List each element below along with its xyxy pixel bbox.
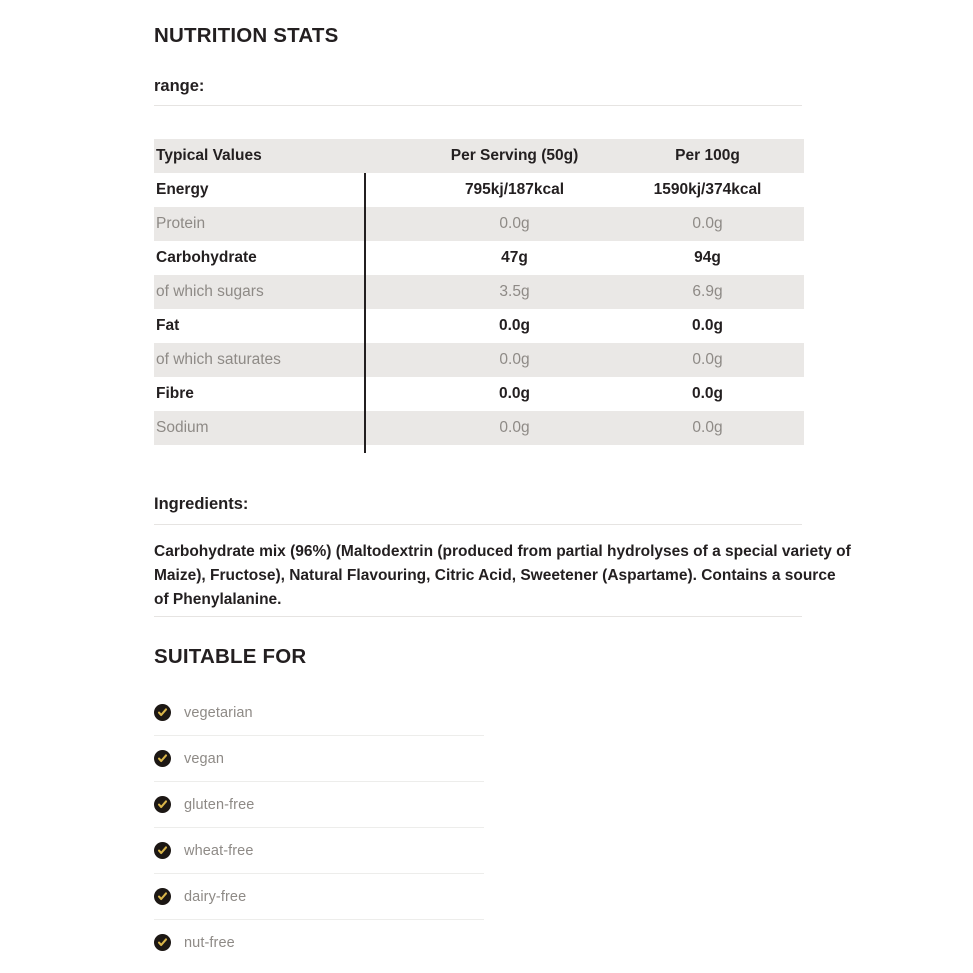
divider-top xyxy=(154,105,802,106)
row-label: Sodium xyxy=(154,411,418,445)
table-row xyxy=(154,241,804,275)
divider-ingredients-top xyxy=(154,524,802,525)
suitable-for-heading: SUITABLE FOR xyxy=(154,645,307,668)
table-row xyxy=(154,411,804,445)
check-circle-icon xyxy=(154,842,171,859)
row-value-per-serving: 795kj/187kcal xyxy=(418,173,611,207)
nutrition-table-body xyxy=(154,173,804,445)
ingredients-heading: Ingredients: xyxy=(154,495,249,513)
table-row xyxy=(154,173,804,207)
row-value-per-serving: 0.0g xyxy=(418,343,611,377)
suitable-item-label: wheat-free xyxy=(184,842,254,859)
row-value-per-serving: 0.0g xyxy=(418,309,611,343)
list-item xyxy=(154,920,484,965)
column-header-per-serving: Per Serving (50g) xyxy=(418,139,611,173)
list-item xyxy=(154,690,484,736)
row-value-per-100g: 94g xyxy=(611,241,804,275)
row-label: Fat xyxy=(154,309,418,343)
column-header-typical-values: Typical Values xyxy=(154,139,418,173)
row-value-per-100g: 1590kj/374kcal xyxy=(611,173,804,207)
table-column-divider xyxy=(364,173,366,453)
table-row xyxy=(154,377,804,411)
table-row xyxy=(154,275,804,309)
row-value-per-serving: 0.0g xyxy=(418,207,611,241)
row-value-per-serving: 0.0g xyxy=(418,377,611,411)
ingredients-text: Carbohydrate mix (96%) (Maltodextrin (produced from partial hydrolyses of a special variety of Maize), Fructose), Natural Flavouring, Citric Acid, Sweetener (Aspartame). Contains a source of Phenylalanine. xyxy=(154,543,851,608)
table-row xyxy=(154,207,804,241)
nutrition-table xyxy=(154,139,804,445)
row-label: Fibre xyxy=(154,377,418,411)
table-row xyxy=(154,309,804,343)
row-value-per-serving: 3.5g xyxy=(418,275,611,309)
row-value-per-100g: 0.0g xyxy=(611,377,804,411)
check-circle-icon xyxy=(154,888,171,905)
row-label: Energy xyxy=(154,173,418,207)
row-label: Carbohydrate xyxy=(154,241,418,275)
row-value-per-serving: 47g xyxy=(418,241,611,275)
suitable-item-label: nut-free xyxy=(184,934,235,951)
divider-ingredients-bottom xyxy=(154,616,802,617)
column-header-per-100g: Per 100g xyxy=(611,139,804,173)
row-label: of which sugars xyxy=(154,275,418,309)
row-label: of which saturates xyxy=(154,343,418,377)
row-label: Protein xyxy=(154,207,418,241)
row-value-per-100g: 0.0g xyxy=(611,411,804,445)
suitable-item-label: vegan xyxy=(184,750,225,767)
list-item xyxy=(154,736,484,782)
list-item xyxy=(154,828,484,874)
row-value-per-100g: 6.9g xyxy=(611,275,804,309)
check-circle-icon xyxy=(154,934,171,951)
suitable-for-list xyxy=(154,690,484,965)
list-item xyxy=(154,874,484,920)
row-value-per-serving: 0.0g xyxy=(418,411,611,445)
row-value-per-100g: 0.0g xyxy=(611,309,804,343)
row-value-per-100g: 0.0g xyxy=(611,343,804,377)
list-item xyxy=(154,782,484,828)
row-value-per-100g: 0.0g xyxy=(611,207,804,241)
range-label: range: xyxy=(154,77,205,95)
check-circle-icon xyxy=(154,750,171,767)
check-circle-icon xyxy=(154,796,171,813)
page-title: NUTRITION STATS xyxy=(154,24,339,47)
table-header-row xyxy=(154,139,804,173)
check-circle-icon xyxy=(154,704,171,721)
table-row xyxy=(154,343,804,377)
suitable-item-label: vegetarian xyxy=(184,704,253,721)
suitable-item-label: dairy-free xyxy=(184,888,247,905)
suitable-item-label: gluten-free xyxy=(184,796,255,813)
